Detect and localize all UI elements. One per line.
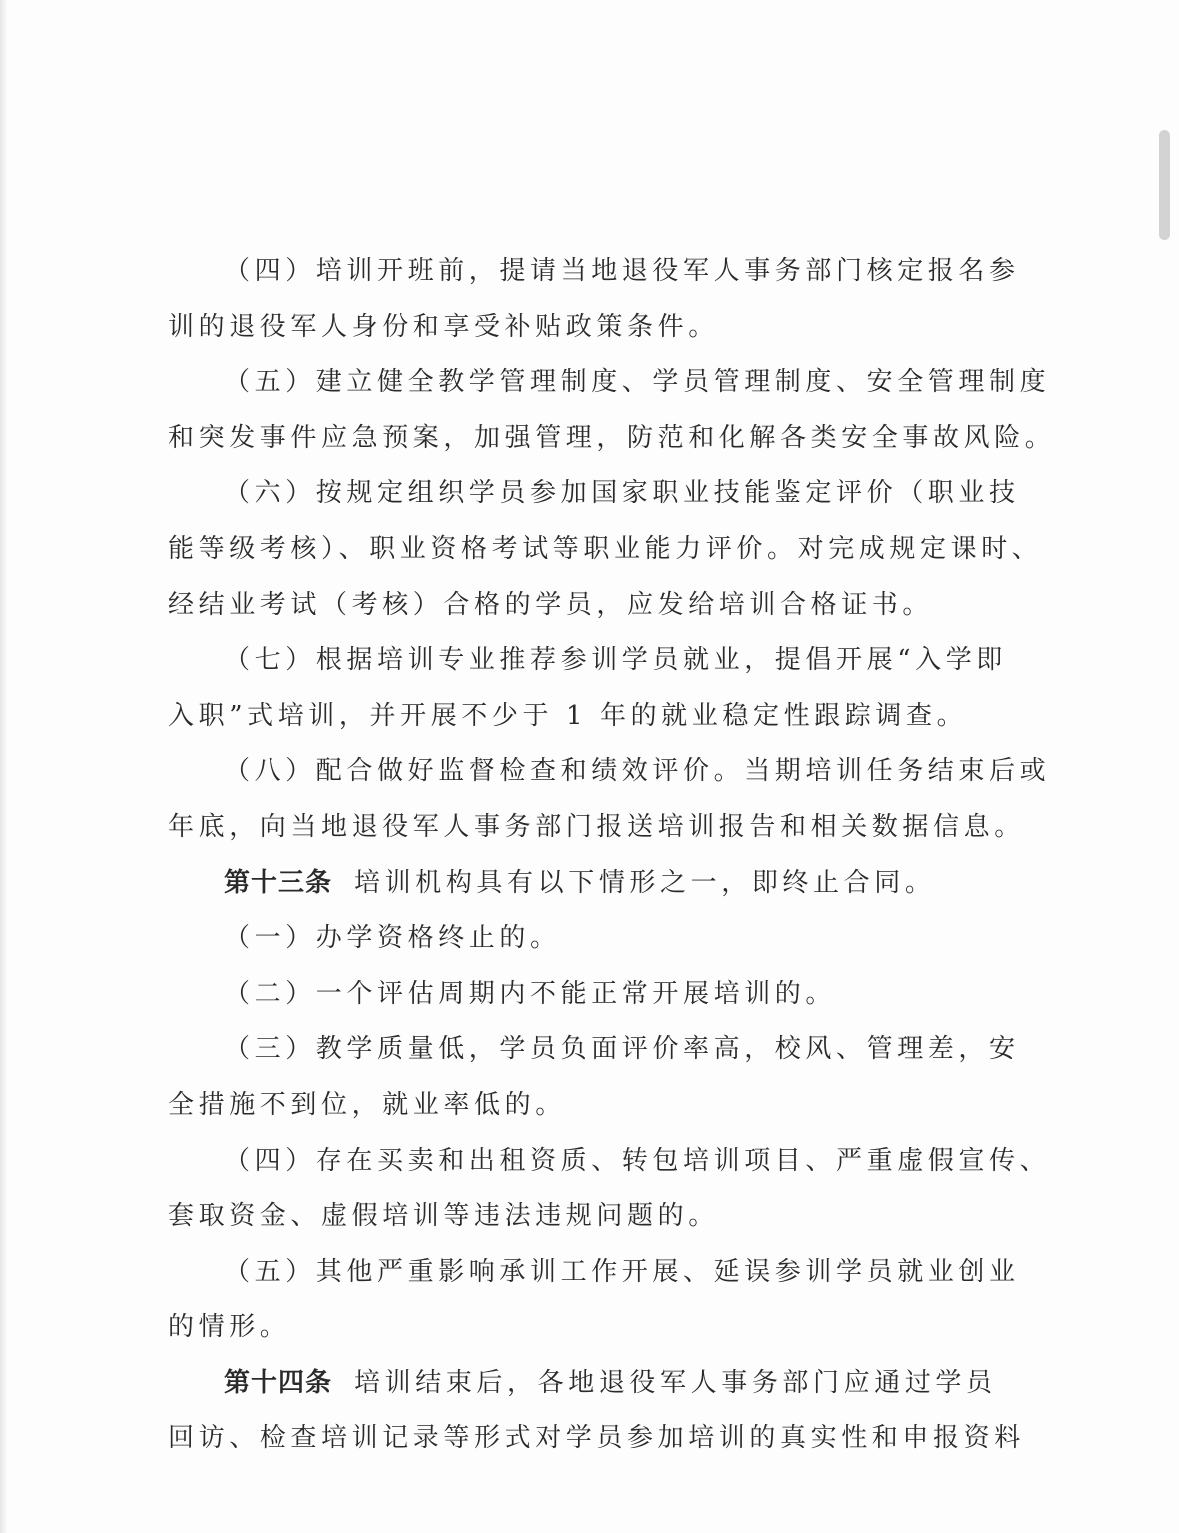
paragraph-line: 的情形。: [168, 1312, 291, 1343]
paragraph-line: （一）办学资格终止的。: [224, 923, 561, 954]
paragraph-line: （三）教学质量低，学员负面评价率高，校风、管理差，安: [224, 1034, 1020, 1065]
article-14-line: [168, 1356, 997, 1412]
paragraph-line: 回访、检查培训记录等形式对学员参加培训的真实性和申报资料: [168, 1423, 1025, 1454]
paragraph-line: （五）其他严重影响承训工作开展、延误参训学员就业创业: [224, 1256, 1020, 1287]
article-13-text: 培训机构具有以下情形之一，即终止合同。: [354, 867, 936, 898]
paragraph-line: 全措施不到位，就业率低的。: [168, 1089, 566, 1120]
page-edge-shadow: [0, 0, 8, 1533]
paragraph-line: （七）根据培训专业推荐参训学员就业，提倡开展“入学即: [224, 645, 1007, 676]
scrollbar-thumb[interactable]: [1159, 130, 1170, 240]
article-13-heading: 第十三条: [224, 867, 333, 898]
article-14-heading: 第十四条: [224, 1367, 333, 1398]
paragraph-line: 训的退役军人身份和享受补贴政策条件。: [168, 311, 719, 342]
paragraph-line: 经结业考试（考核）合格的学员，应发给培训合格证书。: [168, 589, 934, 620]
article-14-text: 培训结束后，各地退役军人事务部门应通过学员: [354, 1367, 997, 1398]
document-body: [168, 244, 1056, 1467]
paragraph-line: （四）培训开班前，提请当地退役军人事务部门核定报名参: [224, 256, 1020, 286]
paragraph-line: （二）一个评估周期内不能正常开展培训的。: [224, 978, 837, 1009]
article-13-line: [168, 856, 994, 912]
paragraph-line: 能等级考核）、职业资格考试等职业能力评价。对完成规定课时、: [168, 533, 1043, 564]
paragraph-line: 入职”式培训，并开展不少于 1 年的就业稳定性跟踪调查。: [168, 700, 968, 731]
paragraph-line: 套取资金、虚假培训等违法违规问题的。: [168, 1201, 719, 1232]
paragraph-line: 和突发事件应急预案，加强管理，防范和化解各类安全事故风险。: [168, 422, 1056, 453]
paragraph-line: 年底，向当地退役军人事务部门报送培训报告和相关数据信息。: [168, 811, 1025, 842]
paragraph-line: （四）存在买卖和出租资质、转包培训项目、严重虚假宣传、: [224, 1145, 1051, 1176]
paragraph-line: （六）按规定组织学员参加国家职业技能鉴定评价（职业技: [224, 478, 1020, 509]
paragraph-line: （八）配合做好监督检查和绩效评价。当期培训任务结束后或: [224, 756, 1051, 787]
paragraph-line: （五）建立健全教学管理制度、学员管理制度、安全管理制度: [224, 367, 1051, 398]
